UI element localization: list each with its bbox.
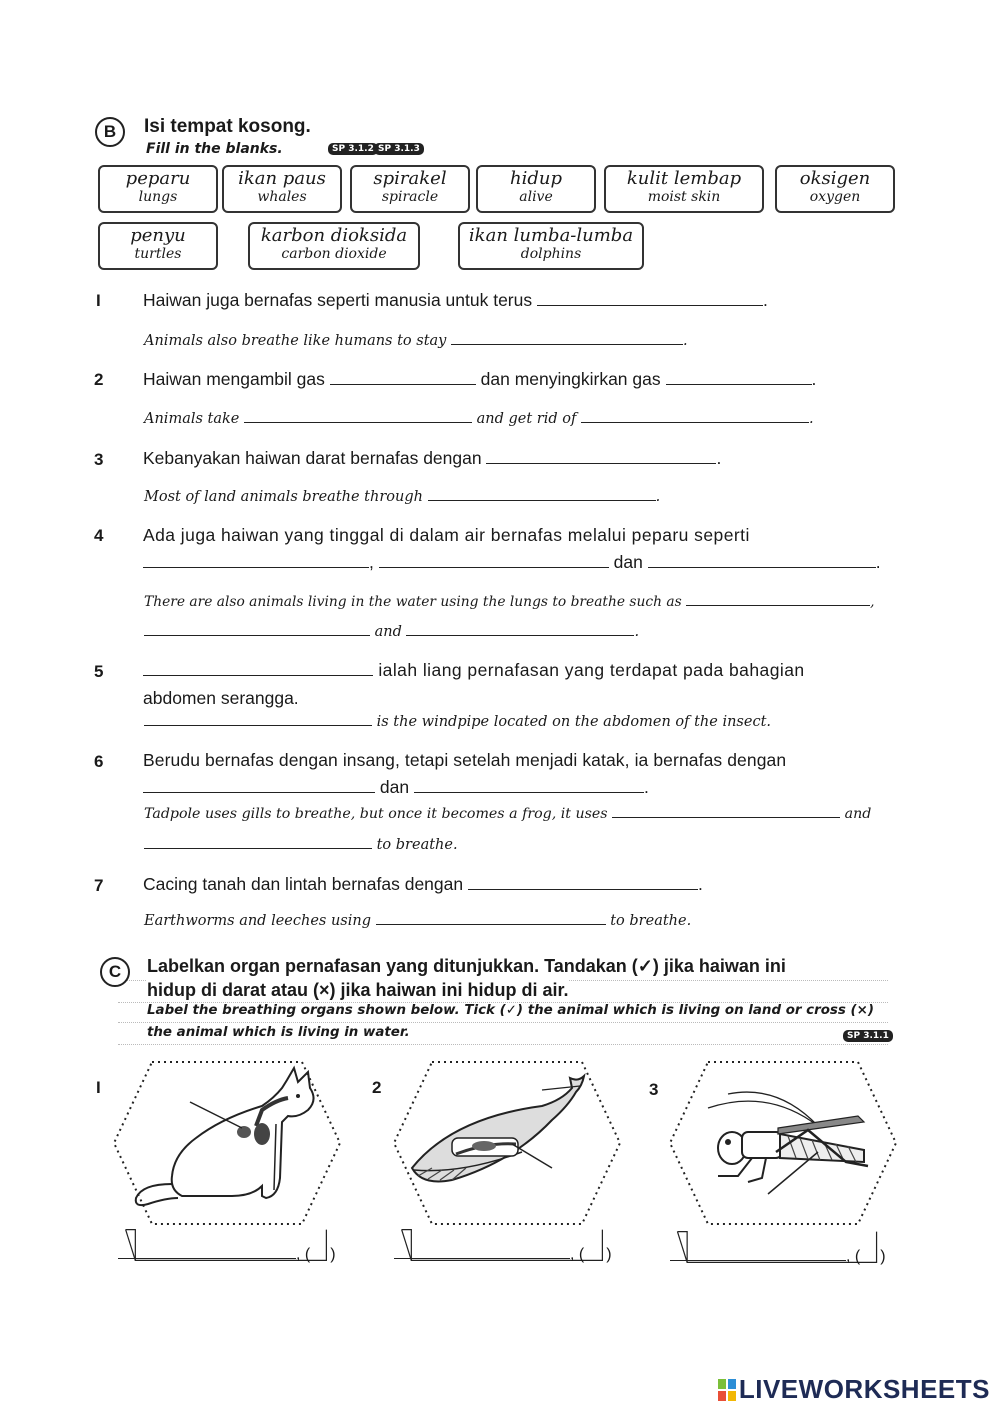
answer-blank[interactable] [414,778,644,793]
question-number: 7 [94,876,104,895]
liveworksheets-logo-icon [718,1379,736,1401]
answer-blank[interactable] [666,370,812,385]
question-2-english: Animals take and get rid of . [144,408,814,427]
question-3-english: Most of land animals breathe through . [144,486,660,505]
answer-blank[interactable] [394,1244,570,1259]
word-bank-item: kulit lembap moist skin [604,165,764,213]
word-bank-item: spirakel spiracle [350,165,470,213]
section-b-badge: B [95,117,125,147]
answer-blank[interactable] [144,621,370,636]
whale-illustration [392,1058,622,1228]
word-bank-item: ikan lumba-lumba dolphins [458,222,644,270]
answer-blank[interactable] [612,803,840,818]
question-6-english-cont: to breathe. [144,834,458,853]
question-6-malay: Berudu bernafas dengan insang, tetapi setelah menjadi katak, ia bernafas dengan [143,750,787,770]
question-1-english: Animals also breathe like humans to stay . [144,330,688,349]
cat-answer-line: , ( ) [118,1244,336,1264]
question-2-malay: Haiwan mengambil gas dan menyingkirkan gas . [143,369,817,389]
item-number: 3 [649,1080,659,1099]
answer-blank[interactable] [244,408,472,423]
sp-code-badge: SP 3.1.2 [328,143,378,155]
question-number: 4 [94,526,104,545]
answer-blank[interactable] [451,330,683,345]
item-number: I [96,1078,101,1097]
section-c-title: Labelkan organ pernafasan yang ditunjukkan. Tandakan (✓) jika haiwan ini [147,956,786,976]
question-5-malay: ialah liang pernafasan yang terdapat pada bahagian [143,660,805,681]
answer-blank[interactable] [486,449,716,464]
question-4-malay: Ada juga haiwan yang tinggal di dalam air bernafas melalui peparu seperti [143,525,750,545]
word-bank-item: hidup alive [476,165,596,213]
answer-blank[interactable] [143,661,373,676]
answer-blank[interactable] [379,553,609,568]
answer-blank[interactable] [581,408,809,423]
whale-answer-line: , ( ) [394,1244,612,1264]
sp-code-badge: SP 3.1.1 [843,1030,893,1042]
answer-blank[interactable] [428,486,656,501]
answer-blank[interactable] [118,1244,296,1259]
word-bank-item: peparu lungs [98,165,218,213]
question-5-malay-cont: abdomen serangga. [143,688,299,708]
item-number: 2 [372,1078,382,1097]
grasshopper-answer-line: , ( ) [670,1246,886,1266]
answer-blank[interactable] [330,370,476,385]
sp-code-badge: SP 3.1.3 [374,143,424,155]
section-c-subtitle: Label the breathing organs shown below. Tick (✓) the animal which is living on land or cross (×) [147,1003,874,1018]
grasshopper-illustration [668,1058,898,1228]
question-4-english: There are also animals living in the water using the lungs to breathe such as , [144,591,874,610]
word-bank-item: penyu turtles [98,222,218,270]
answer-blank[interactable] [406,621,634,636]
question-1-malay: Haiwan juga bernafas seperti manusia untuk terus . [143,290,768,310]
question-3-malay: Kebanyakan haiwan darat bernafas dengan . [143,448,722,468]
question-number: 3 [94,450,104,469]
section-c-badge: C [100,957,130,987]
question-4-english-blanks: and . [144,621,639,640]
word-bank-item: ikan paus whales [222,165,342,213]
answer-blank[interactable] [537,291,763,306]
answer-blank[interactable] [144,711,372,726]
question-number: 2 [94,370,104,389]
answer-blank[interactable] [144,834,372,849]
section-b-subtitle: Fill in the blanks. [146,141,283,157]
question-6-malay-blanks: dan . [143,777,649,798]
answer-blank[interactable] [376,910,606,925]
question-4-malay-blanks: , dan . [143,552,881,573]
section-c-title-cont: hidup di darat atau (×) jika haiwan ini hidup di air. [147,980,569,1000]
answer-blank[interactable] [686,591,870,606]
question-6-english: Tadpole uses gills to breathe, but once it becomes a frog, it uses and [144,803,871,822]
answer-blank[interactable] [648,553,876,568]
section-b-title: Isi tempat kosong. [144,116,311,137]
answer-blank[interactable] [670,1246,846,1261]
question-7-english: Earthworms and leeches using to breathe. [144,910,691,929]
answer-blank[interactable] [468,875,698,890]
section-c-subtitle-cont: the animal which is living in water. [147,1025,410,1040]
question-7-malay: Cacing tanah dan lintah bernafas dengan . [143,874,703,894]
answer-blank[interactable] [143,778,375,793]
question-5-english: is the windpipe located on the abdomen of the insect. [144,711,771,730]
word-bank-item: karbon dioksida carbon dioxide [248,222,420,270]
word-bank-item: oksigen oxygen [775,165,895,213]
question-number: 6 [94,752,104,771]
question-number: 5 [94,662,104,681]
liveworksheets-logo[interactable]: LIVEWORKSHEETS [718,1374,990,1405]
question-number: I [96,291,101,310]
answer-blank[interactable] [143,553,369,568]
cat-illustration [112,1058,342,1228]
